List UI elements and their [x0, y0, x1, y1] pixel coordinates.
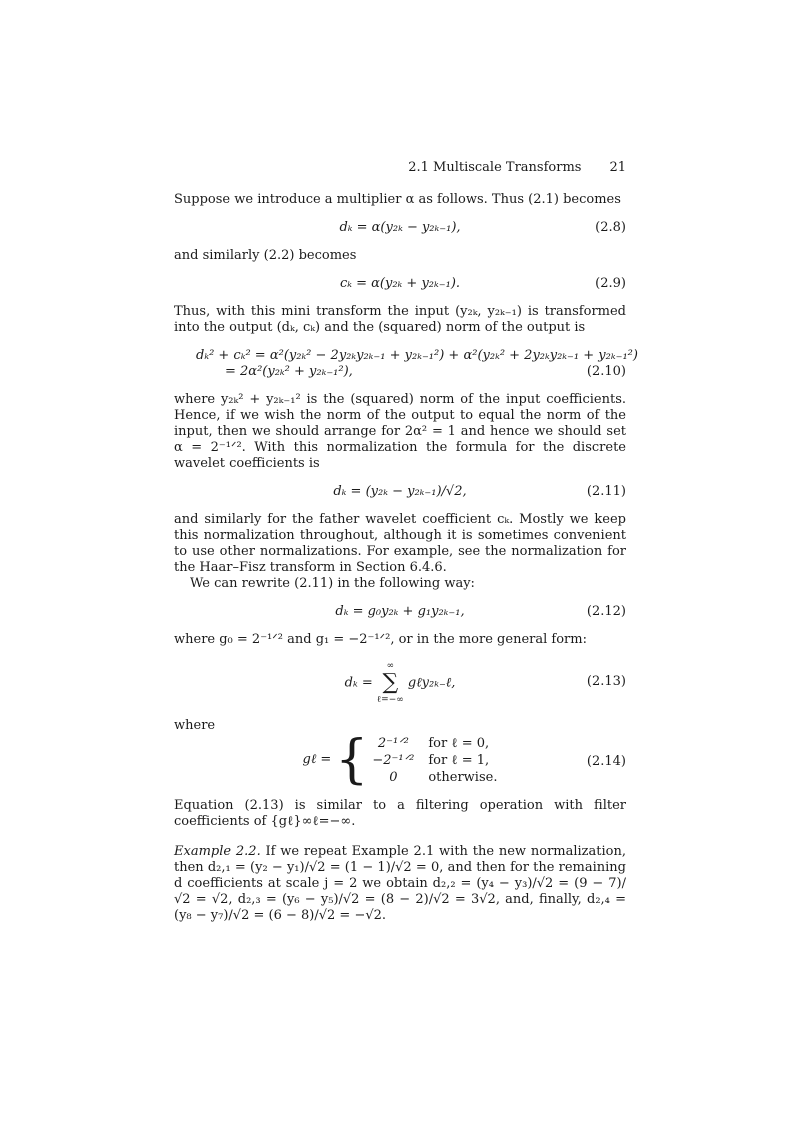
paragraph: Thus, with this mini transform the input (y₂ₖ, y₂ₖ₋₁) is transformed into the output (dₖ, cₖ) and the (squared) norm of the output is [174, 304, 626, 335]
paragraph: We can rewrite (2.11) in the following way: [190, 576, 475, 591]
paragraph: where y₂ₖ² + y₂ₖ₋₁² is the (squared) norm of the input coefficients. Hence, if we wish the norm of the output to equal the norm of the input, then we should arrange for 2α² = 1 and hence we should set α = 2⁻¹ᐟ². With this normalization the formula for the discrete wavelet coefficients is [174, 392, 626, 471]
page-body [174, 160, 638, 924]
case-condition: for ℓ = 0, [428, 735, 490, 751]
equation-body: dₖ = g₀y₂ₖ + g₁y₂ₖ₋₁, [335, 604, 465, 619]
case-value: 0 [389, 769, 398, 785]
equation-number: (2.8) [595, 220, 626, 235]
equation-2-9 [174, 276, 626, 292]
paragraph: and similarly for the father wavelet coefficient cₖ. Mostly we keep this normalization throughout, although it is sometimes convenient to use other normalizations. For example, see the normalization for the Haar–Fisz transform in Section 6.4.6. [174, 512, 626, 575]
sum-symbol: ∑ [382, 670, 399, 695]
example-paragraph [174, 844, 626, 924]
equation-number: (2.11) [586, 484, 626, 499]
equation-lhs: dₖ = [344, 675, 373, 691]
equation-2-8 [174, 220, 626, 236]
sum-upper-limit: ∞ [386, 661, 395, 671]
running-header [174, 160, 626, 176]
paragraph: where g₀ = 2⁻¹ᐟ² and g₁ = −2⁻¹ᐟ², or in the more general form: [174, 632, 587, 647]
equation-2-14 [174, 730, 626, 790]
equation-number: (2.14) [586, 754, 626, 769]
piecewise-definition [302, 730, 498, 790]
equation-2-11 [174, 484, 626, 500]
case-condition: otherwise. [428, 769, 498, 785]
sum-lower-limit: ℓ=−∞ [376, 695, 404, 705]
paragraph: and similarly (2.2) becomes [174, 248, 357, 263]
equation-body: dₖ = α(y₂ₖ − y₂ₖ₋₁), [339, 220, 461, 235]
equation-body: dₖ = (y₂ₖ − y₂ₖ₋₁)/√2, [333, 484, 467, 499]
paragraph: where [174, 718, 216, 733]
example-label: Example 2.2. [174, 844, 261, 859]
equation-number: (2.10) [586, 364, 626, 379]
equation-rhs: gℓy₂ₖ₋ℓ, [407, 675, 456, 691]
equation-2-12 [174, 604, 626, 620]
paragraph: Suppose we introduce a multiplier α as follows. Thus (2.1) becomes [174, 192, 621, 207]
section-title: 2.1 Multiscale Transforms [408, 160, 582, 175]
cases-list [372, 735, 497, 786]
equation-number: (2.13) [586, 674, 626, 689]
page-number: 21 [609, 160, 626, 175]
equation-line: dₖ² + cₖ² = α²(y₂ₖ² − 2y₂ₖy₂ₖ₋₁ + y₂ₖ₋₁²) + α²(y₂ₖ² + 2y₂ₖy₂ₖ₋₁ + y₂ₖ₋₁²) [196, 348, 638, 363]
equation-number: (2.12) [586, 604, 626, 619]
equation-2-10 [174, 348, 638, 380]
equation-body: cₖ = α(y₂ₖ + y₂ₖ₋₁). [339, 276, 461, 291]
equation-2-13 [174, 660, 626, 706]
equation-number: (2.9) [595, 276, 626, 291]
example-text: If we repeat Example 2.1 with the new normalization, then d₂,₁ = (y₂ − y₁)/√2 = (1 − 1)/√2 = 0, and then for the remaining d coefficients at scale j = 2 we obtain d₂,₂ = (y₄ − y₃)/√2 = (9 − 7)/√2 = √2, d₂,₃ = (y₆ − y₅)/√2 = (8 − 2)/√2 = 3√2, and, finally, d₂,₄ = (y₈ − y₇)/√2 = (6 − 8)/√2 = −√2. [174, 844, 626, 923]
paragraph: Equation (2.13) is similar to a filtering operation with filter coefficients of {gℓ}∞ℓ=−∞. [174, 798, 626, 829]
left-brace: { [335, 730, 369, 790]
case-value: −2⁻¹ᐟ² [372, 752, 415, 768]
equation-lhs: gℓ = [302, 752, 332, 767]
case-value: 2⁻¹ᐟ² [377, 735, 409, 751]
summation [377, 660, 404, 706]
equation-line: = 2α²(y₂ₖ² + y₂ₖ₋₁²), [225, 364, 353, 379]
case-condition: for ℓ = 1, [428, 752, 490, 768]
